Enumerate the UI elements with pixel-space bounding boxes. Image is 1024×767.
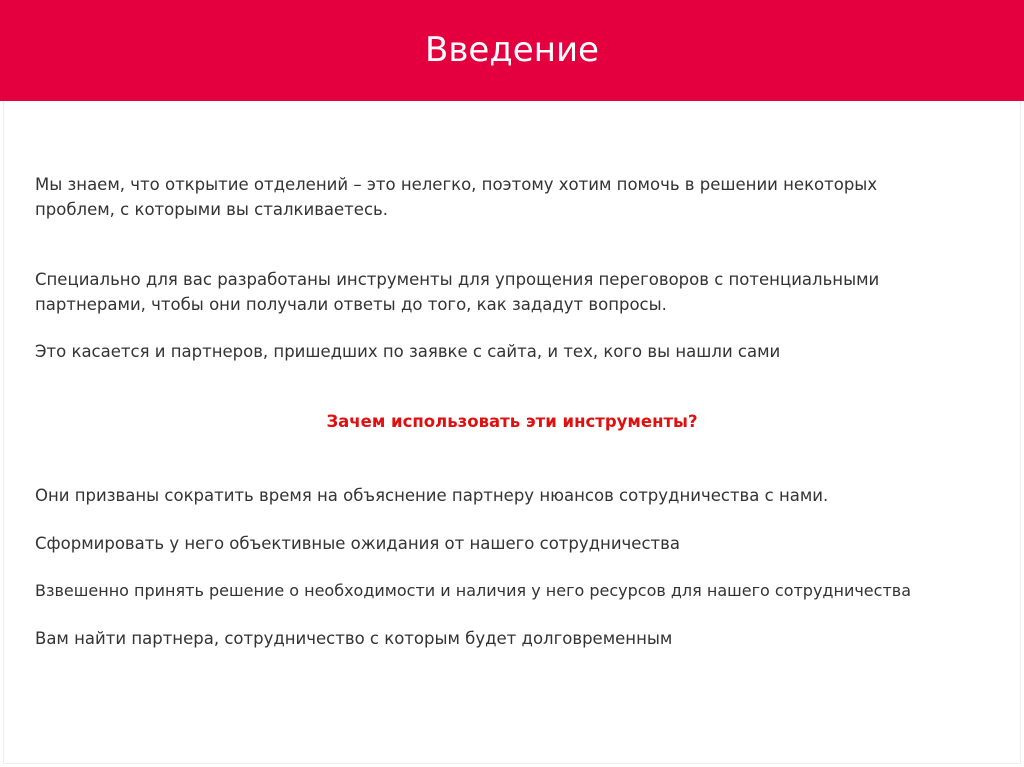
reason-item: Сформировать у него объективные ожидания от нашего сотрудничества xyxy=(35,534,680,553)
slide-title: Введение xyxy=(425,30,599,70)
reason-item: Взвешенно принять решение о необходимости и наличия у него ресурсов для нашего сотрудничества xyxy=(35,581,911,600)
tools-paragraph: Специально для вас разработаны инструменты для упрощения переговоров с потенциальными партнерами, чтобы они получали ответы до того, как зададут вопросы. xyxy=(35,270,880,314)
reason-item: Вам найти партнера, сотрудничество с которым будет долговременным xyxy=(35,629,673,648)
question-heading: Зачем использовать эти инструменты? xyxy=(326,412,698,431)
reason-item: Они призваны сократить время на объяснение партнеру нюансов сотрудничества с нами. xyxy=(35,486,829,505)
partners-paragraph: Это касается и партнеров, пришедших по заявке с сайта, и тех, кого вы нашли сами xyxy=(35,342,781,361)
intro-paragraph: Мы знаем, что открытие отделений – это нелегко, поэтому хотим помочь в решении некоторых проблем, с которыми вы сталкиваетесь. xyxy=(35,175,878,219)
